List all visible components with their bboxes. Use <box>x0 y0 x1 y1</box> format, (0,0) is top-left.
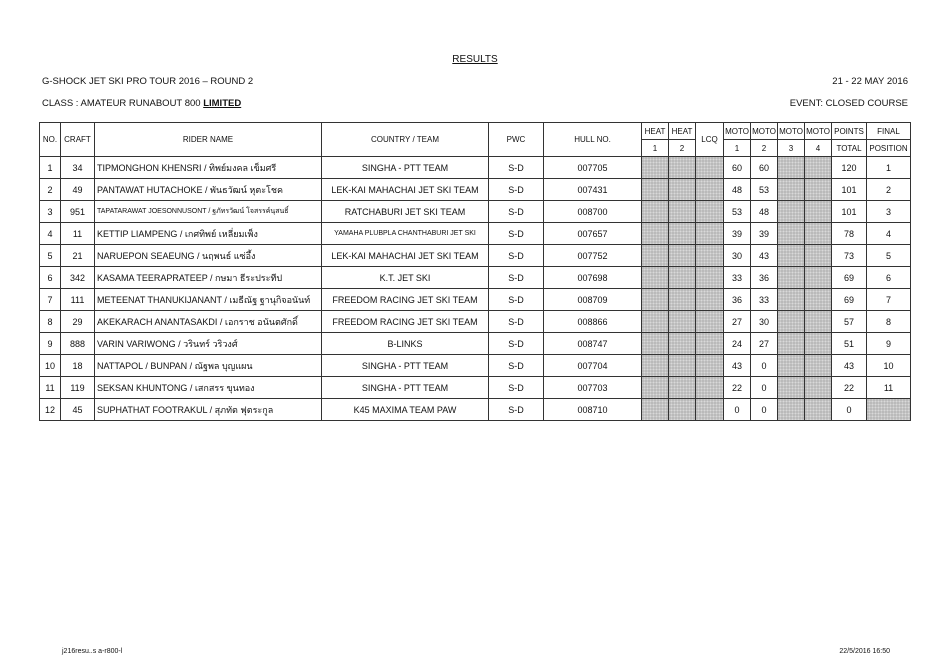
cell-no: 7 <box>40 289 61 311</box>
cell-points: 43 <box>832 355 867 377</box>
cell-craft: 11 <box>61 223 95 245</box>
cell-rider: METEENAT THANUKIJANANT / เมธีณัฐ ฐานุกิจอนันท์ <box>95 289 322 311</box>
cell-pwc: S-D <box>489 355 544 377</box>
cell-rider: NARUEPON SEAEUNG / นฤพนธ์ แซ่อึ้ง <box>95 245 322 267</box>
cell-points: 69 <box>832 267 867 289</box>
cell-hull: 008747 <box>544 333 642 355</box>
cell-moto4 <box>805 267 832 289</box>
cell-rider: SUPHATHAT FOOTRAKUL / สุภทัต ฟุตระกูล <box>95 399 322 421</box>
cell-lcq <box>696 179 724 201</box>
cell-hull: 008709 <box>544 289 642 311</box>
cell-moto1: 48 <box>724 179 751 201</box>
cell-moto4 <box>805 355 832 377</box>
cell-moto3 <box>778 245 805 267</box>
cell-team: K.T. JET SKI <box>322 267 489 289</box>
cell-team: FREEDOM RACING JET SKI TEAM <box>322 311 489 333</box>
cell-points: 69 <box>832 289 867 311</box>
cell-position: 5 <box>867 245 911 267</box>
cell-moto3 <box>778 355 805 377</box>
cell-moto3 <box>778 377 805 399</box>
cell-heat1 <box>642 355 669 377</box>
cell-moto2: 53 <box>751 179 778 201</box>
cell-position <box>867 399 911 421</box>
cell-moto3 <box>778 201 805 223</box>
cell-moto4 <box>805 377 832 399</box>
cell-moto3 <box>778 179 805 201</box>
table-row <box>40 179 911 201</box>
footer-timestamp: 22/5/2016 16:50 <box>839 648 890 655</box>
cell-position: 3 <box>867 201 911 223</box>
cell-points: 78 <box>832 223 867 245</box>
cell-hull: 007705 <box>544 157 642 179</box>
cell-points: 101 <box>832 201 867 223</box>
cell-heat1 <box>642 267 669 289</box>
cell-moto2: 60 <box>751 157 778 179</box>
table-row <box>40 355 911 377</box>
cell-moto4 <box>805 223 832 245</box>
cell-heat2 <box>669 399 696 421</box>
cell-lcq <box>696 157 724 179</box>
cell-rider: KETTIP LIAMPENG / เกศทิพย์ เหลี่ยมเพ็ง <box>95 223 322 245</box>
cell-heat1 <box>642 179 669 201</box>
cell-position: 4 <box>867 223 911 245</box>
cell-craft: 119 <box>61 377 95 399</box>
col-heat2-num: 2 <box>669 140 696 157</box>
table-row <box>40 311 911 333</box>
cell-lcq <box>696 311 724 333</box>
cell-heat2 <box>669 311 696 333</box>
cell-position: 1 <box>867 157 911 179</box>
cell-no: 1 <box>40 157 61 179</box>
cell-rider: NATTAPOL / BUNPAN / ณัฐพล บุญแผน <box>95 355 322 377</box>
cell-no: 12 <box>40 399 61 421</box>
cell-lcq <box>696 201 724 223</box>
cell-no: 4 <box>40 223 61 245</box>
cell-hull: 008700 <box>544 201 642 223</box>
cell-moto2: 48 <box>751 201 778 223</box>
cell-heat1 <box>642 157 669 179</box>
cell-team: SINGHA - PTT TEAM <box>322 377 489 399</box>
event-type: EVENT: CLOSED COURSE <box>789 98 908 109</box>
cell-heat1 <box>642 223 669 245</box>
cell-heat2 <box>669 223 696 245</box>
cell-no: 10 <box>40 355 61 377</box>
cell-heat1 <box>642 289 669 311</box>
cell-craft: 18 <box>61 355 95 377</box>
table-row <box>40 399 911 421</box>
cell-rider: AKEKARACH ANANTASAKDI / เอกราช อนันตศักดิ์ <box>95 311 322 333</box>
cell-team: SINGHA - PTT TEAM <box>322 157 489 179</box>
page-title: RESULTS <box>452 54 498 65</box>
cell-moto2: 0 <box>751 399 778 421</box>
cell-pwc: S-D <box>489 311 544 333</box>
cell-position: 9 <box>867 333 911 355</box>
cell-moto2: 43 <box>751 245 778 267</box>
cell-no: 8 <box>40 311 61 333</box>
cell-craft: 111 <box>61 289 95 311</box>
cell-hull: 007431 <box>544 179 642 201</box>
cell-moto2: 30 <box>751 311 778 333</box>
cell-team: YAMAHA PLUBPLA CHANTHABURI JET SKI <box>322 223 489 245</box>
cell-moto3 <box>778 157 805 179</box>
cell-hull: 008710 <box>544 399 642 421</box>
cell-moto1: 22 <box>724 377 751 399</box>
class-label <box>42 98 241 109</box>
cell-hull: 007698 <box>544 267 642 289</box>
results-body <box>40 157 911 421</box>
cell-team: FREEDOM RACING JET SKI TEAM <box>322 289 489 311</box>
table-row <box>40 223 911 245</box>
col-moto3: MOTO <box>778 123 805 140</box>
col-heat1: HEAT <box>642 123 669 140</box>
cell-heat2 <box>669 201 696 223</box>
cell-moto3 <box>778 223 805 245</box>
cell-moto2: 27 <box>751 333 778 355</box>
cell-moto1: 27 <box>724 311 751 333</box>
cell-moto2: 0 <box>751 355 778 377</box>
table-row <box>40 333 911 355</box>
cell-moto2: 33 <box>751 289 778 311</box>
cell-moto2: 0 <box>751 377 778 399</box>
cell-points: 120 <box>832 157 867 179</box>
cell-moto4 <box>805 333 832 355</box>
cell-moto3 <box>778 311 805 333</box>
cell-lcq <box>696 245 724 267</box>
col-final-sub: POSITION <box>867 140 911 157</box>
cell-heat1 <box>642 399 669 421</box>
cell-team: SINGHA - PTT TEAM <box>322 355 489 377</box>
cell-heat1 <box>642 245 669 267</box>
cell-moto1: 24 <box>724 333 751 355</box>
footer-file: j216resu..s a-r800-l <box>62 648 123 655</box>
cell-lcq <box>696 333 724 355</box>
cell-moto3 <box>778 289 805 311</box>
table-row <box>40 245 911 267</box>
cell-moto3 <box>778 333 805 355</box>
cell-moto4 <box>805 311 832 333</box>
cell-points: 0 <box>832 399 867 421</box>
cell-moto4 <box>805 179 832 201</box>
cell-moto1: 53 <box>724 201 751 223</box>
cell-no: 11 <box>40 377 61 399</box>
cell-heat2 <box>669 267 696 289</box>
cell-heat2 <box>669 377 696 399</box>
cell-heat2 <box>669 333 696 355</box>
table-row <box>40 377 911 399</box>
cell-position: 6 <box>867 267 911 289</box>
cell-hull: 007752 <box>544 245 642 267</box>
cell-position: 11 <box>867 377 911 399</box>
cell-hull: 008866 <box>544 311 642 333</box>
col-heat1-num: 1 <box>642 140 669 157</box>
cell-craft: 951 <box>61 201 95 223</box>
col-craft: CRAFT <box>61 123 95 157</box>
col-moto1: MOTO <box>724 123 751 140</box>
table-row <box>40 201 911 223</box>
cell-rider: TIPMONGHON KHENSRI / ทิพย์มงคล เข็มศรี <box>95 157 322 179</box>
cell-pwc: S-D <box>489 399 544 421</box>
cell-pwc: S-D <box>489 157 544 179</box>
cell-lcq <box>696 289 724 311</box>
col-moto3-num: 3 <box>778 140 805 157</box>
cell-moto4 <box>805 201 832 223</box>
cell-lcq <box>696 267 724 289</box>
cell-rider: VARIN VARIWONG / วรินทร์ วริวงศ์ <box>95 333 322 355</box>
cell-craft: 34 <box>61 157 95 179</box>
cell-heat1 <box>642 201 669 223</box>
cell-moto1: 36 <box>724 289 751 311</box>
cell-team: LEK-KAI MAHACHAI JET SKI TEAM <box>322 179 489 201</box>
col-pwc: PWC <box>489 123 544 157</box>
results-table <box>39 122 911 421</box>
cell-team: K45 MAXIMA TEAM PAW <box>322 399 489 421</box>
cell-pwc: S-D <box>489 201 544 223</box>
cell-rider: KASAMA TEERAPRATEEP / กษมา ธีระประทีป <box>95 267 322 289</box>
cell-craft: 21 <box>61 245 95 267</box>
cell-heat2 <box>669 245 696 267</box>
cell-lcq <box>696 355 724 377</box>
cell-pwc: S-D <box>489 223 544 245</box>
cell-team: LEK-KAI MAHACHAI JET SKI TEAM <box>322 245 489 267</box>
col-hull: HULL NO. <box>544 123 642 157</box>
col-moto4-num: 4 <box>805 140 832 157</box>
cell-heat2 <box>669 289 696 311</box>
col-moto2-num: 2 <box>751 140 778 157</box>
cell-heat2 <box>669 355 696 377</box>
cell-craft: 888 <box>61 333 95 355</box>
class-prefix: CLASS : AMATEUR RUNABOUT 800 <box>42 98 204 109</box>
col-no: NO. <box>40 123 61 157</box>
col-rider: RIDER NAME <box>95 123 322 157</box>
cell-moto4 <box>805 245 832 267</box>
cell-moto1: 33 <box>724 267 751 289</box>
cell-points: 57 <box>832 311 867 333</box>
event-date: 21 - 22 MAY 2016 <box>832 76 908 87</box>
cell-position: 10 <box>867 355 911 377</box>
class-limited: LIMITED <box>203 98 242 109</box>
table-row <box>40 289 911 311</box>
cell-points: 73 <box>832 245 867 267</box>
cell-position: 7 <box>867 289 911 311</box>
cell-moto2: 36 <box>751 267 778 289</box>
cell-lcq <box>696 399 724 421</box>
cell-lcq <box>696 377 724 399</box>
event-name: G-SHOCK JET SKI PRO TOUR 2016 – ROUND 2 <box>42 76 254 87</box>
cell-pwc: S-D <box>489 377 544 399</box>
cell-moto1: 30 <box>724 245 751 267</box>
cell-heat1 <box>642 333 669 355</box>
cell-pwc: S-D <box>489 267 544 289</box>
cell-pwc: S-D <box>489 333 544 355</box>
cell-moto1: 60 <box>724 157 751 179</box>
cell-team: RATCHABURI JET SKI TEAM <box>322 201 489 223</box>
cell-moto4 <box>805 157 832 179</box>
cell-craft: 342 <box>61 267 95 289</box>
cell-points: 51 <box>832 333 867 355</box>
cell-moto4 <box>805 399 832 421</box>
cell-heat1 <box>642 311 669 333</box>
cell-no: 6 <box>40 267 61 289</box>
cell-rider: PANTAWAT HUTACHOKE / พันธวัฒน์ หุตะโชค <box>95 179 322 201</box>
cell-no: 9 <box>40 333 61 355</box>
cell-points: 22 <box>832 377 867 399</box>
cell-moto2: 39 <box>751 223 778 245</box>
cell-rider: SEKSAN KHUNTONG / เสกสรร ขุนทอง <box>95 377 322 399</box>
col-points: POINTS <box>832 123 867 140</box>
cell-moto1: 0 <box>724 399 751 421</box>
cell-heat2 <box>669 179 696 201</box>
cell-no: 3 <box>40 201 61 223</box>
cell-rider: TAPATARAWAT JOESONNUSONT / ฐภัทรวัฒน์ โจสรรค์นุสนธิ์ <box>95 201 322 223</box>
col-final: FINAL <box>867 123 911 140</box>
cell-hull: 007704 <box>544 355 642 377</box>
cell-hull: 007703 <box>544 377 642 399</box>
table-row <box>40 157 911 179</box>
cell-lcq <box>696 223 724 245</box>
header-row-top <box>40 123 911 140</box>
cell-no: 2 <box>40 179 61 201</box>
cell-hull: 007657 <box>544 223 642 245</box>
col-moto4: MOTO <box>805 123 832 140</box>
col-moto1-num: 1 <box>724 140 751 157</box>
cell-heat1 <box>642 377 669 399</box>
cell-moto3 <box>778 399 805 421</box>
col-moto2: MOTO <box>751 123 778 140</box>
cell-moto1: 43 <box>724 355 751 377</box>
cell-moto3 <box>778 267 805 289</box>
cell-craft: 29 <box>61 311 95 333</box>
cell-heat2 <box>669 157 696 179</box>
col-heat2: HEAT <box>669 123 696 140</box>
cell-team: B-LINKS <box>322 333 489 355</box>
cell-points: 101 <box>832 179 867 201</box>
col-team: COUNTRY / TEAM <box>322 123 489 157</box>
cell-pwc: S-D <box>489 289 544 311</box>
cell-pwc: S-D <box>489 245 544 267</box>
cell-craft: 49 <box>61 179 95 201</box>
col-points-sub: TOTAL <box>832 140 867 157</box>
cell-moto4 <box>805 289 832 311</box>
col-lcq: LCQ <box>696 123 724 157</box>
cell-position: 8 <box>867 311 911 333</box>
cell-pwc: S-D <box>489 179 544 201</box>
table-row <box>40 267 911 289</box>
cell-moto1: 39 <box>724 223 751 245</box>
cell-position: 2 <box>867 179 911 201</box>
cell-no: 5 <box>40 245 61 267</box>
cell-craft: 45 <box>61 399 95 421</box>
